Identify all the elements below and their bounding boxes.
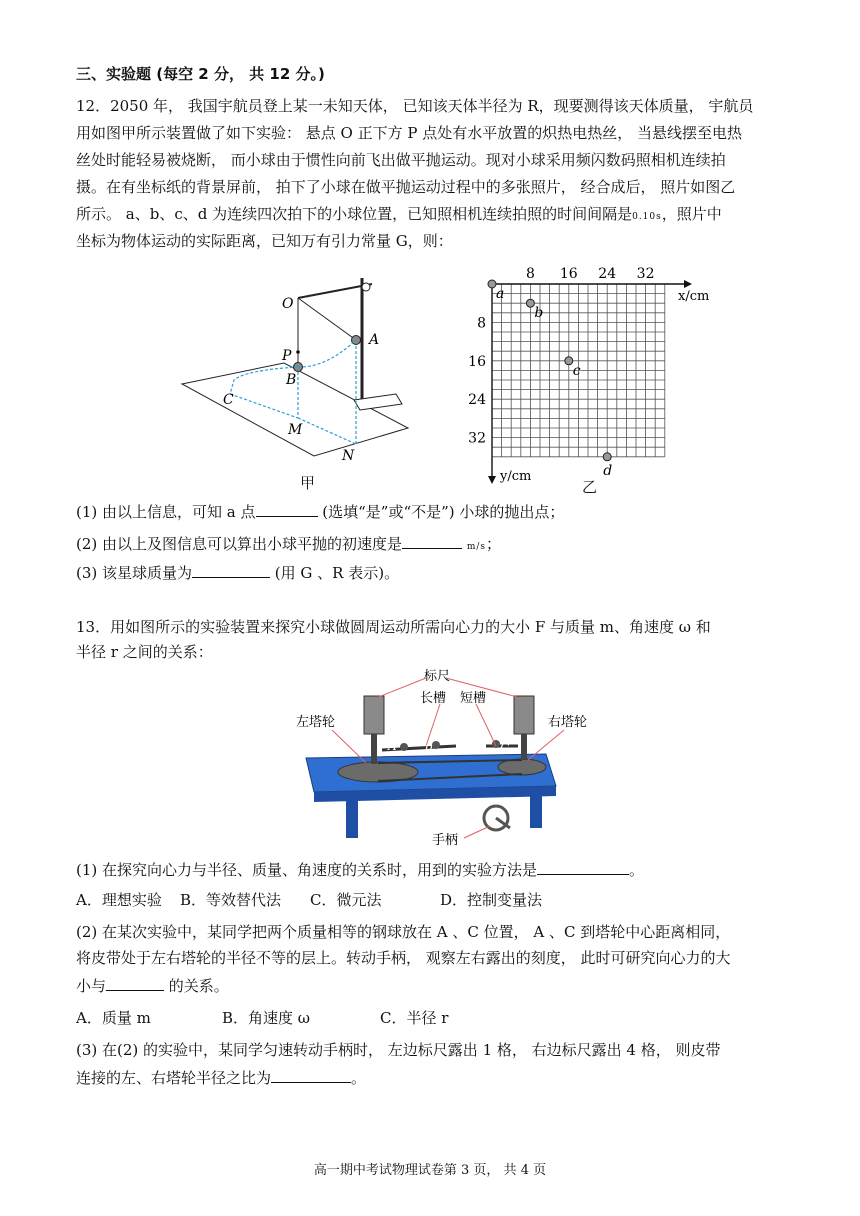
y-tick-label: 8 (477, 315, 486, 332)
q12-sub2-unit: m/s (466, 542, 486, 552)
label-right-pulley: 右塔轮 (548, 715, 588, 730)
leader-long (426, 704, 440, 746)
label-handle: 手柄 (432, 833, 459, 848)
figure-yi (458, 258, 714, 484)
label-c: C (223, 392, 234, 408)
label-short-slot: 短槽 (460, 691, 487, 706)
q13-sub3-post: 。 (351, 1069, 367, 1087)
q12-sub1-blank[interactable] (256, 500, 318, 517)
label-c-slot: C (500, 741, 510, 755)
q13-sub1-blank[interactable] (537, 858, 629, 875)
q13-line-2: 半径 r 之间的关系： (76, 643, 213, 661)
q12-line-5-text: 所示。 a、b、c、d 为连续四次拍下的小球位置，已知照相机连续拍照的时间间隔是 (76, 205, 633, 223)
q13-sub2-line-1: (2) 在某次实验中，某同学把两个质量相等的钢球放在 A 、C 位置， A 、C 到塔轮中心距离相同， (76, 923, 731, 941)
point-label-a: a (496, 286, 505, 302)
q12-sub3-blank[interactable] (192, 561, 270, 578)
q13-sub3-line-1: (3) 在(2) 的实验中，某同学匀速转动手柄时， 左边标尺露出 1 格， 右边标尺露出 4 格， 则皮带 (76, 1041, 721, 1059)
q13-sub2-options (76, 1008, 816, 1028)
q12-line-6: 坐标为物体运动的实际距离，已知万有引力常量 G，则： (76, 232, 453, 250)
point-c (565, 357, 573, 365)
ball-position-b (432, 741, 440, 749)
q13-sub1-post: 。 (629, 861, 645, 879)
y-tick-label: 16 (468, 353, 486, 370)
y-tick-label: 32 (468, 430, 486, 447)
figure-jia (176, 268, 412, 464)
q12-line-1: 12．2050 年， 我国宇航员登上某一未知天体， 已知该天体半径为 R，现要测得该天体质量， 宇航员 (76, 97, 754, 115)
q13-sub1-option-d[interactable]: D．控制变量法 (440, 891, 543, 909)
label-b-slot: B (424, 743, 433, 757)
caption-jia: 甲 (300, 474, 316, 492)
q13-sub1-option-c[interactable]: C．微元法 (310, 891, 382, 909)
table-leg-front-left (346, 798, 358, 838)
q13-sub3-blank[interactable] (271, 1066, 351, 1083)
q12-sub2 (76, 532, 816, 557)
q12-sub1-post: (选填“是”或“不是”) 小球的抛出点； (317, 503, 565, 521)
q12-line-5 (76, 204, 816, 227)
leader-short (476, 704, 496, 746)
point-label-b: b (534, 305, 544, 322)
q13-sub2-option-b[interactable]: B．角速度 ω (222, 1009, 311, 1027)
q12-sub1-text: (1) 由以上信息，可知 a 点 (76, 503, 256, 521)
q12-sub3 (76, 561, 816, 583)
label-p: P (282, 348, 292, 364)
page-footer: 高一期中考试物理试卷第 3 页， 共 4 页 (313, 1163, 547, 1178)
q12-line-4: 摄。在有坐标纸的背景屏前， 拍下了小球在做平抛运动过程中的多张照片， 经合成后， 照片如图乙 (76, 178, 736, 196)
q12-line-5-tail: ，照片中 (661, 205, 722, 223)
y-axis-arrow (488, 476, 496, 484)
q13-sub1-option-a[interactable]: A．理想实验 (76, 891, 162, 909)
q13-line-1: 13．用如图所示的实验装置来探究小球做圆周运动所需向心力的大小 F 与质量 m、角速度 ω 和 (76, 618, 711, 636)
q13-sub1-option-b[interactable]: B．等效替代法 (180, 891, 282, 909)
left-ruler-column (364, 696, 384, 734)
q12-sub3-text: (3) 该星球质量为 (76, 564, 193, 582)
q13-sub2-line-3 (76, 974, 816, 996)
label-long-slot: 长槽 (420, 691, 447, 706)
leader-handle (464, 826, 490, 838)
q13-sub3-line-2 (76, 1066, 816, 1088)
interval-value: 0.10s (632, 212, 662, 222)
q12-sub1 (76, 500, 816, 522)
q12-sub3-post: (用 G 、R 表示)。 (270, 564, 400, 582)
label-left-pulley: 左塔轮 (296, 715, 336, 730)
q13-sub1-options (76, 890, 816, 910)
section-title: 三、实验题 (每空 2 分， 共 12 分。) (76, 65, 325, 83)
pendulum-string (298, 298, 356, 340)
point-label-c: c (572, 362, 581, 379)
right-ruler-column (514, 696, 534, 734)
q13-sub2-option-c[interactable]: C．半径 r (380, 1009, 449, 1027)
x-axis-arrow (684, 280, 692, 288)
q12-line-3: 丝处时能轻易被烧断， 而小球由于惯性向前飞出做平抛运动。现对小球采用频闪数码照相机连续拍 (76, 151, 726, 169)
label-n: N (342, 448, 355, 464)
pivot-knob (362, 283, 370, 291)
label-ruler: 标尺 (424, 669, 451, 684)
y-tick-label: 24 (468, 392, 486, 409)
x-axis-label: x/cm (678, 289, 710, 304)
leader-ruler-left (376, 678, 426, 698)
q13-sub1-text: (1) 在探究向心力与半径、质量、角速度的关系时，用到的实验方法是 (76, 861, 538, 879)
point-b (526, 299, 534, 307)
q12-sub2-text: (2) 由以上及图信息可以算出小球平抛的初速度是 (76, 535, 403, 553)
point-p (296, 350, 300, 354)
point-a (488, 280, 496, 288)
q13-sub2-option-a[interactable]: A．质量 m (76, 1009, 151, 1027)
q12-line-2: 用如图甲所示装置做了如下实验： 悬点 O 正下方 P 点处有水平放置的炽热电热丝， 当悬线摆至电热 (76, 124, 743, 142)
q12-sub2-blank[interactable] (402, 532, 462, 549)
point-label-d: d (603, 462, 613, 479)
caption-yi: 乙 (582, 478, 598, 496)
right-pulley (498, 759, 546, 775)
x-tick-label: 24 (598, 266, 617, 282)
q13-sub1 (76, 858, 816, 880)
q13-sub2-post: 的关系。 (164, 977, 229, 995)
swing-arc (298, 340, 356, 367)
label-a-slot: A (388, 739, 397, 753)
x-tick-label: 8 (525, 266, 535, 282)
x-tick-label: 32 (636, 266, 655, 282)
q13-sub3-text: 连接的左、右塔轮半径之比为 (76, 1069, 272, 1087)
label-a: A (369, 332, 380, 348)
point-d (603, 453, 611, 461)
q12-sub2-post: ； (486, 535, 502, 553)
figure-apparatus (296, 668, 596, 854)
x-tick-label: 16 (559, 266, 578, 282)
q13-sub2-line-2: 将皮带处于左右塔轮的半径不等的层上。转动手柄， 观察左右露出的刻度， 此时可研究向心力的大 (76, 949, 731, 967)
table-leg-front-right (530, 794, 542, 828)
q13-sub2-blank[interactable] (106, 974, 164, 991)
y-axis-label: y/cm (500, 469, 532, 484)
label-b: B (286, 372, 297, 388)
ball-position-a (400, 743, 408, 751)
label-o: O (282, 296, 294, 312)
label-m: M (288, 422, 303, 438)
q13-sub2-text: 小与 (76, 977, 107, 995)
